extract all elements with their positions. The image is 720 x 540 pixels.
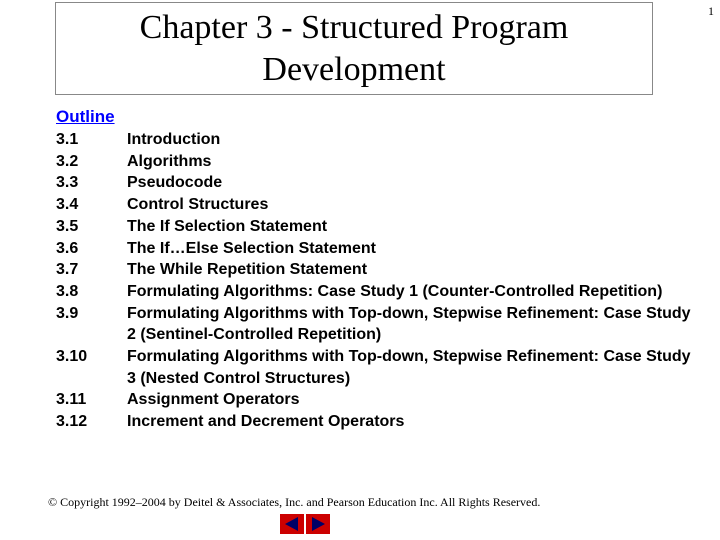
list-item (56, 259, 696, 281)
list-item (56, 172, 696, 194)
list-item (56, 216, 696, 238)
list-item (56, 411, 696, 433)
slide-title: Chapter 3 - Structured Program Development (55, 2, 653, 95)
section-title: Formulating Algorithms with Top-down, Stepwise Refinement: Case Study 2 (Sentinel-Controlled Repetition) (127, 304, 691, 344)
next-slide-button[interactable] (306, 514, 330, 534)
section-number: 3.2 (56, 152, 79, 170)
section-number: 3.4 (56, 196, 79, 214)
section-title: Control Structures (127, 196, 269, 214)
list-item (56, 238, 696, 260)
section-title: Formulating Algorithms: Case Study 1 (Counter-Controlled Repetition) (127, 282, 663, 300)
section-title: Increment and Decrement Operators (127, 413, 405, 431)
section-number: 3.3 (56, 174, 79, 192)
list-item (56, 389, 696, 411)
list-item (56, 151, 696, 173)
list-item (56, 281, 696, 303)
list-item (56, 129, 696, 151)
section-title: The If…Else Selection Statement (127, 239, 376, 257)
list-item (56, 346, 696, 389)
section-number: 3.8 (56, 282, 79, 300)
outline-list (56, 129, 696, 433)
section-title: Assignment Operators (127, 391, 300, 409)
copyright-footer: © Copyright 1992–2004 by Deitel & Associates, Inc. and Pearson Education Inc. All Rights Reserved. (48, 495, 541, 509)
section-number: 3.10 (56, 348, 88, 366)
page-number: 1 (708, 4, 714, 18)
previous-slide-button[interactable] (280, 514, 304, 534)
section-number: 3.12 (56, 413, 88, 431)
list-item (56, 194, 696, 216)
section-number: 3.7 (56, 261, 79, 279)
section-title: The While Repetition Statement (127, 261, 368, 279)
list-item (56, 303, 696, 346)
section-number: 3.5 (56, 217, 79, 235)
section-title: The If Selection Statement (127, 217, 328, 235)
section-title: Introduction (127, 131, 221, 148)
section-title: Formulating Algorithms with Top-down, Stepwise Refinement: Case Study 3 (Nested Control Structures) (127, 348, 691, 387)
section-number: 3.11 (56, 391, 87, 409)
section-title: Algorithms (127, 152, 212, 170)
section-number: 3.6 (56, 239, 79, 257)
section-number: 3.1 (56, 131, 79, 148)
section-number: 3.9 (56, 304, 79, 322)
outline-label: Outline (56, 107, 115, 126)
section-title: Pseudocode (127, 174, 223, 192)
